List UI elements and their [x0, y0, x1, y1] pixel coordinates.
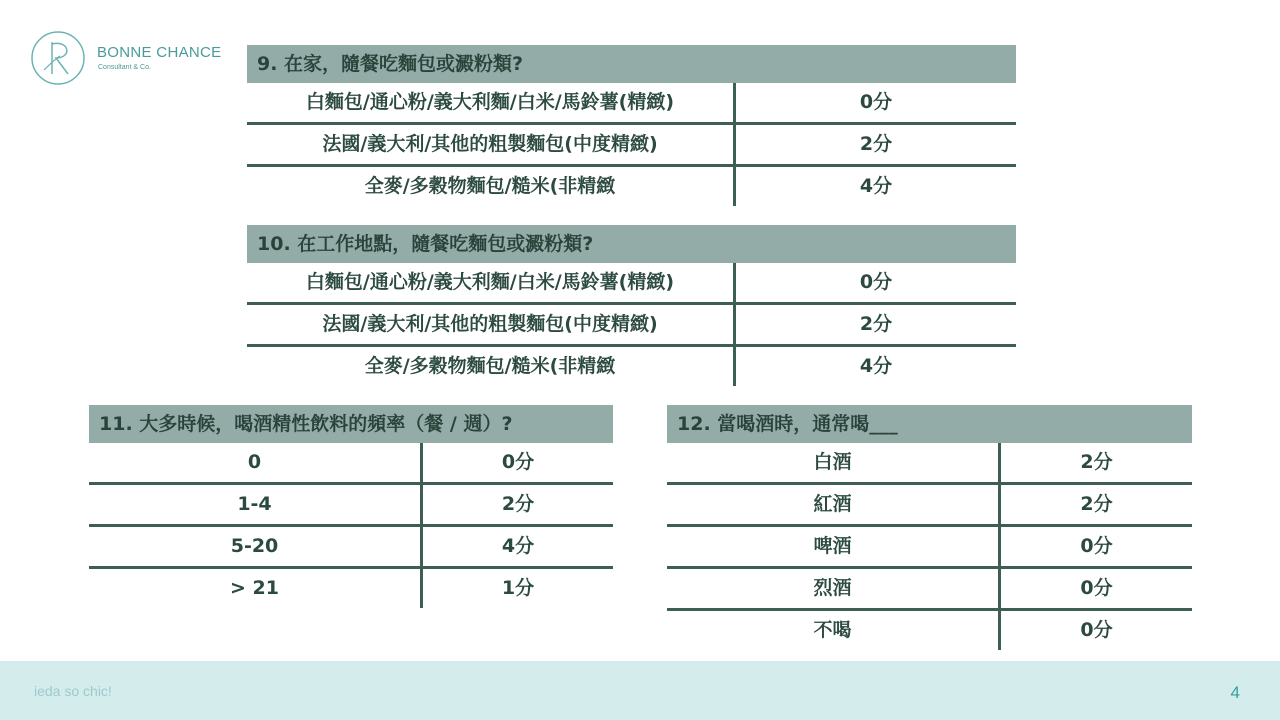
option-score: 2分 [859, 133, 893, 155]
question-12-title: 12. 當喝酒時，通常喝___ [667, 405, 1192, 443]
table-row [247, 167, 1016, 206]
option-score: 2分 [1080, 493, 1113, 515]
option-label: 5-20 [89, 527, 423, 566]
option-score: 2分 [1080, 451, 1113, 473]
table-row [89, 527, 613, 569]
option-label: 白酒 [667, 443, 1001, 482]
table-row [667, 569, 1192, 611]
question-12-table [667, 405, 1192, 650]
option-label: 烈酒 [667, 569, 1001, 608]
option-label: > 21 [89, 569, 423, 608]
table-row [89, 569, 613, 608]
option-label: 不喝 [667, 611, 1001, 650]
brand-name: BONNE CHANCE [97, 44, 222, 61]
logo-mark-icon [30, 30, 86, 86]
question-10-table [247, 225, 1016, 386]
option-score: 0分 [1080, 577, 1113, 599]
option-label: 法國/義大利/其他的粗製麵包(中度精緻) [247, 125, 736, 164]
table-row [247, 263, 1016, 305]
option-label: 全麥/多穀物麵包/糙米(非精緻 [247, 347, 736, 386]
option-label: 白麵包/通心粉/義大利麵/白米/馬鈴薯(精緻) [247, 83, 736, 122]
brand-logo [30, 30, 230, 86]
option-score: 4分 [859, 175, 893, 197]
question-11-table [89, 405, 613, 608]
option-score: 2分 [859, 313, 893, 335]
option-score: 0分 [1080, 619, 1113, 641]
question-9-title: 9. 在家，隨餐吃麵包或澱粉類? [247, 45, 1016, 83]
table-row [247, 305, 1016, 347]
option-label: 0 [89, 443, 423, 482]
option-score: 0分 [859, 91, 893, 113]
table-row [667, 611, 1192, 650]
table-row [89, 485, 613, 527]
table-row [247, 125, 1016, 167]
table-row [667, 443, 1192, 485]
table-row [89, 443, 613, 485]
option-label: 啤酒 [667, 527, 1001, 566]
option-label: 1-4 [89, 485, 423, 524]
question-9-table [247, 45, 1016, 206]
option-score: 4分 [501, 535, 535, 557]
option-score: 0分 [859, 271, 893, 293]
footer-bar [0, 661, 1280, 720]
option-label: 白麵包/通心粉/義大利麵/白米/馬鈴薯(精緻) [247, 263, 736, 302]
option-score: 4分 [859, 355, 893, 377]
option-score: 1分 [501, 577, 535, 599]
table-row [667, 527, 1192, 569]
brand-subtitle: Consultant & Co. [98, 64, 151, 71]
option-score: 0分 [1080, 535, 1113, 557]
table-row [247, 347, 1016, 386]
page-number: 4 [1230, 683, 1240, 702]
question-10-title: 10. 在工作地點，隨餐吃麵包或澱粉類? [247, 225, 1016, 263]
option-label: 紅酒 [667, 485, 1001, 524]
table-row [667, 485, 1192, 527]
option-score: 0分 [501, 451, 535, 473]
question-11-title: 11. 大多時候，喝酒精性飲料的頻率（餐 / 週）? [89, 405, 613, 443]
option-label: 法國/義大利/其他的粗製麵包(中度精緻) [247, 305, 736, 344]
table-row [247, 83, 1016, 125]
option-score: 2分 [501, 493, 535, 515]
option-label: 全麥/多穀物麵包/糙米(非精緻 [247, 167, 736, 206]
footer-tagline: ieda so chic! [34, 683, 112, 699]
